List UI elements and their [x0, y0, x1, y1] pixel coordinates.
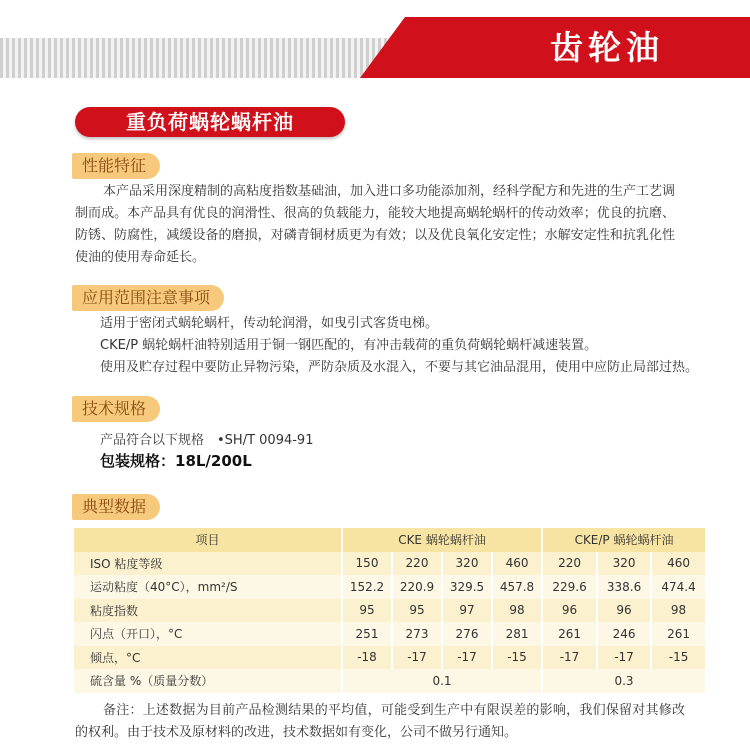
performance-paragraph: 本产品采用深度精制的高粘度指数基础油，加入进口多功能添加剂，经科学配方和先进的生产工艺调制而成。本产品具有优良的润滑性、很高的负载能力，能较大地提高蜗轮蜗杆的传动效率；优良的抗磨、防锈、防腐性，减缓设备的磨损，对磷青铜材质更为有效；以及优良氧化安定性；水解安定性和抗乳化性使油的使用寿命延长。: [75, 184, 676, 265]
table-row: [74, 622, 706, 646]
row-label: ISO 粘度等级: [74, 552, 342, 576]
table-cell: -17: [542, 646, 597, 670]
table-cell: 329.5: [442, 575, 492, 599]
section-label-specs: 技术规格: [72, 396, 160, 422]
table-row: [74, 575, 706, 599]
table-row: [74, 552, 706, 576]
table-cell: 276: [442, 622, 492, 646]
table-cell: 97: [442, 599, 492, 623]
typical-data-table: [74, 528, 707, 693]
row-label: 硫含量 %（质量分数）: [74, 669, 342, 693]
table-cell: 98: [651, 599, 706, 623]
header-item: 项目: [74, 528, 342, 552]
table-cell: 320: [597, 552, 651, 576]
note-block: [75, 700, 685, 744]
header-ckep: CKE/P 蜗轮蜗杆油: [542, 528, 706, 552]
application-line: 适用于密闭式蜗轮蜗杆，传动轮润滑，如曳引式客货电梯。: [100, 316, 439, 331]
table-cell: 95: [392, 599, 442, 623]
table-cell: 261: [651, 622, 706, 646]
section-label-typical-data: 典型数据: [72, 494, 160, 520]
row-label: 粘度指数: [74, 599, 342, 623]
table-cell: 474.4: [651, 575, 706, 599]
table-cell: 273: [392, 622, 442, 646]
table-cell: 460: [651, 552, 706, 576]
table-cell: 320: [442, 552, 492, 576]
table-cell: 95: [342, 599, 392, 623]
row-label: 倾点，°C: [74, 646, 342, 670]
application-line: 使用及贮存过程中要防止异物污染，严防杂质及水混入，不要与其它油品混用，使用中应防止局部过热。: [100, 360, 699, 375]
application-line: CKE/P 蜗轮蜗杆油特别适用于铜一钢匹配的，有冲击载荷的重负荷蜗轮蜗杆减速装置。: [100, 338, 598, 353]
table-cell: 150: [342, 552, 392, 576]
table-cell: 220: [542, 552, 597, 576]
header-cke: CKE 蜗轮蜗杆油: [342, 528, 542, 552]
section-label-application: 应用范围注意事项: [72, 285, 224, 311]
table-cell: 281: [492, 622, 542, 646]
table-cell: 261: [542, 622, 597, 646]
performance-text: [75, 181, 675, 269]
table-cell: 251: [342, 622, 392, 646]
table-cell: -17: [442, 646, 492, 670]
product-title-banner: [75, 107, 345, 137]
table-cell-merged: 0.3: [542, 669, 706, 693]
table-cell: 457.8: [492, 575, 542, 599]
spec-standard-line: 产品符合以下规格 •SH/T 0094-91: [100, 433, 314, 448]
table-cell: 460: [492, 552, 542, 576]
table-cell: -17: [597, 646, 651, 670]
product-title: 重负荷蜗轮蜗杆油: [126, 110, 294, 134]
table-row: [74, 646, 706, 670]
table-cell: 338.6: [597, 575, 651, 599]
table-cell: -17: [392, 646, 442, 670]
table-cell: 246: [597, 622, 651, 646]
table-cell: 152.2: [342, 575, 392, 599]
table-cell: 98: [492, 599, 542, 623]
table-cell: 220: [392, 552, 442, 576]
table-cell: 229.6: [542, 575, 597, 599]
table-cell: -15: [492, 646, 542, 670]
section-label-performance: 性能特征: [72, 153, 160, 179]
table-cell: -15: [651, 646, 706, 670]
note-text: 备注：上述数据为目前产品检测结果的平均值，可能受到生产中有限误差的影响，我们保留对其修改的权利。由于技术及原材料的改进，技术数据如有变化，公司不做另行通知。: [75, 703, 685, 740]
table-cell: 96: [542, 599, 597, 623]
table-cell: -18: [342, 646, 392, 670]
table-row: [74, 599, 706, 623]
table-row: [74, 669, 706, 693]
table-cell: 220.9: [392, 575, 442, 599]
application-list: [100, 313, 700, 379]
table-cell: 96: [597, 599, 651, 623]
category-title: 齿轮油: [550, 28, 664, 67]
table-cell-merged: 0.1: [342, 669, 542, 693]
row-label: 闪点（开口），°C: [74, 622, 342, 646]
table-header-row: [74, 528, 706, 552]
row-label: 运动粘度（40°C），mm²/S: [74, 575, 342, 599]
packaging-line: 包装规格：18L/200L: [100, 452, 252, 470]
